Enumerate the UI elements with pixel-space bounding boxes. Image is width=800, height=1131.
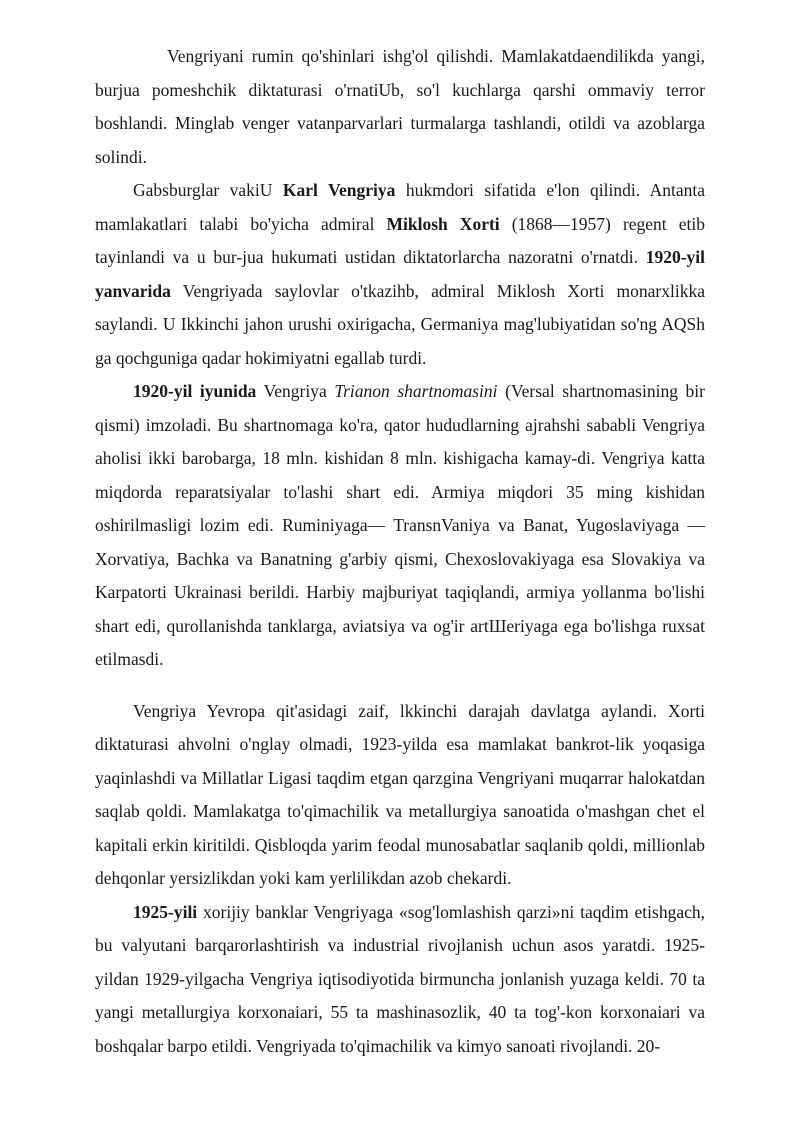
paragraph-2-text-2: hukmdori sifatida e'lon qilindi. Antanta mamlakatlari talabi bo'yicha admiral [95, 180, 705, 234]
paragraph-4 [95, 695, 705, 896]
paragraph-3-text-1: Vengriya [256, 381, 335, 401]
paragraph-5-bold-1: 1925-yili [133, 901, 198, 922]
paragraph-1-text: Vengriyani rumin qo'shinlari ishg'ol qilishdi. Mamlakatdaendilikda yangi, burjua pomeshchik diktaturasi o'rnatiUb, so'l kuchlarga qarshi ommaviy terror boshlandi. Minglab venger vatanparvarlari turmalarga tashlandi, otildi va azoblarga solindi. [95, 46, 705, 167]
document-page [95, 40, 705, 1063]
paragraph-5-text-1: xorijiy banklar Vengriyaga «sog'lomlashish qarzi»ni taqdim etishgach, bu valyutani barqarorlashtirish va industrial rivojlanish uchun asos yaratdi. 1925-yildan 1929-yilgacha Vengriya iqtisodiyotida birmuncha jonlanish yuzaga keldi. 70 ta yangi metallurgiya korxonaiari, 55 ta mashinasozlik, 40 ta tog'-kon korxonaiari va boshqalar barpo etildi. Vengriyada to'qimachilik va kimyo sanoati rivojlandi. 20- [95, 901, 705, 1056]
paragraph-2-bold-3: 1920-yil yanvarida [95, 247, 705, 301]
paragraph-3-bold-1: 1920-yil iyunida [133, 381, 257, 401]
paragraph-5 [95, 896, 705, 1064]
paragraph-2-bold-2: Miklosh Xorti [386, 213, 500, 234]
paragraph-4-text: Vengriya Yevropa qit'asidagi zaif, lkkinchi darajah davlatga aylandi. Xorti diktaturasi ahvolni o'nglay olmadi, 1923-yilda esa mamlakat bankrot-lik yoqasiga yaqinlashdi va Millatlar Ligasi taqdim etgan qarzgina Vengriyani muqarrar halokatdan saqlab qoldi. Mamlakatga to'qimachilik va metallurgiya sanoatida o'mashgan chet el kapitali erkin kiritildi. Qisbloqda yarim feodal munosabatlar saqlanib qoldi, millionlab dehqonlar yersizlikdan yoki kam yerlilikdan azob chekardi. [95, 700, 705, 888]
paragraph-2-text-1: Gabsburglar vakiU [133, 180, 283, 200]
paragraph-2-bold-1: Karl Vengriya [282, 180, 396, 200]
paragraph-2-text-3: (1868—1957) regent etib tayinlandi va u bur-jua hukumati ustidan diktatorlarcha nazoratni o'rnatdi. [95, 213, 705, 267]
paragraph-1 [95, 40, 705, 174]
paragraph-2-text-4: Vengriyada saylovlar o'tkazihb, admiral Miklosh Xorti monarxlikka saylandi. U Ikkinchi jahon urushi oxirigacha, Germaniya mag'lubiyatidan so'ng AQSh ga qochguniga qadar hokimiyatni egallab turdi. [95, 280, 705, 368]
paragraph-3-italic-1: Trianon shartnomasini [334, 381, 498, 401]
paragraph-3-text-2: (Versal shartnomasining bir qismi) imzoladi. Bu shartnomaga ko'ra, qator hududlarning ajrahshi sababli Vengriya aholisi ikki barobarga, 18 mln. kishidan 8 mln. kishigacha kamay-di. Vengriya katta miqdorda reparatsiyalar to'lashi shart edi. Armiya miqdori 35 ming kishidan oshirilmasligi lozim edi. Ruminiyaga— TransnVaniya va Banat, Yugoslaviyaga — Xorvatiya, Bachka va Banatning g'arbiy qismi, Chexoslovakiyaga esa Slovakiya va Karpatorti Ukrainasi berildi. Harbiy majburiyat taqiqlandi, armiya yollanma bo'lishi shart edi, qurollanishda tanklarga, aviatsiya va og'ir artШeriyaga ega bo'lishga ruxsat etilmasdi. [95, 381, 705, 669]
paragraph-2 [95, 174, 705, 375]
paragraph-3 [95, 375, 705, 677]
